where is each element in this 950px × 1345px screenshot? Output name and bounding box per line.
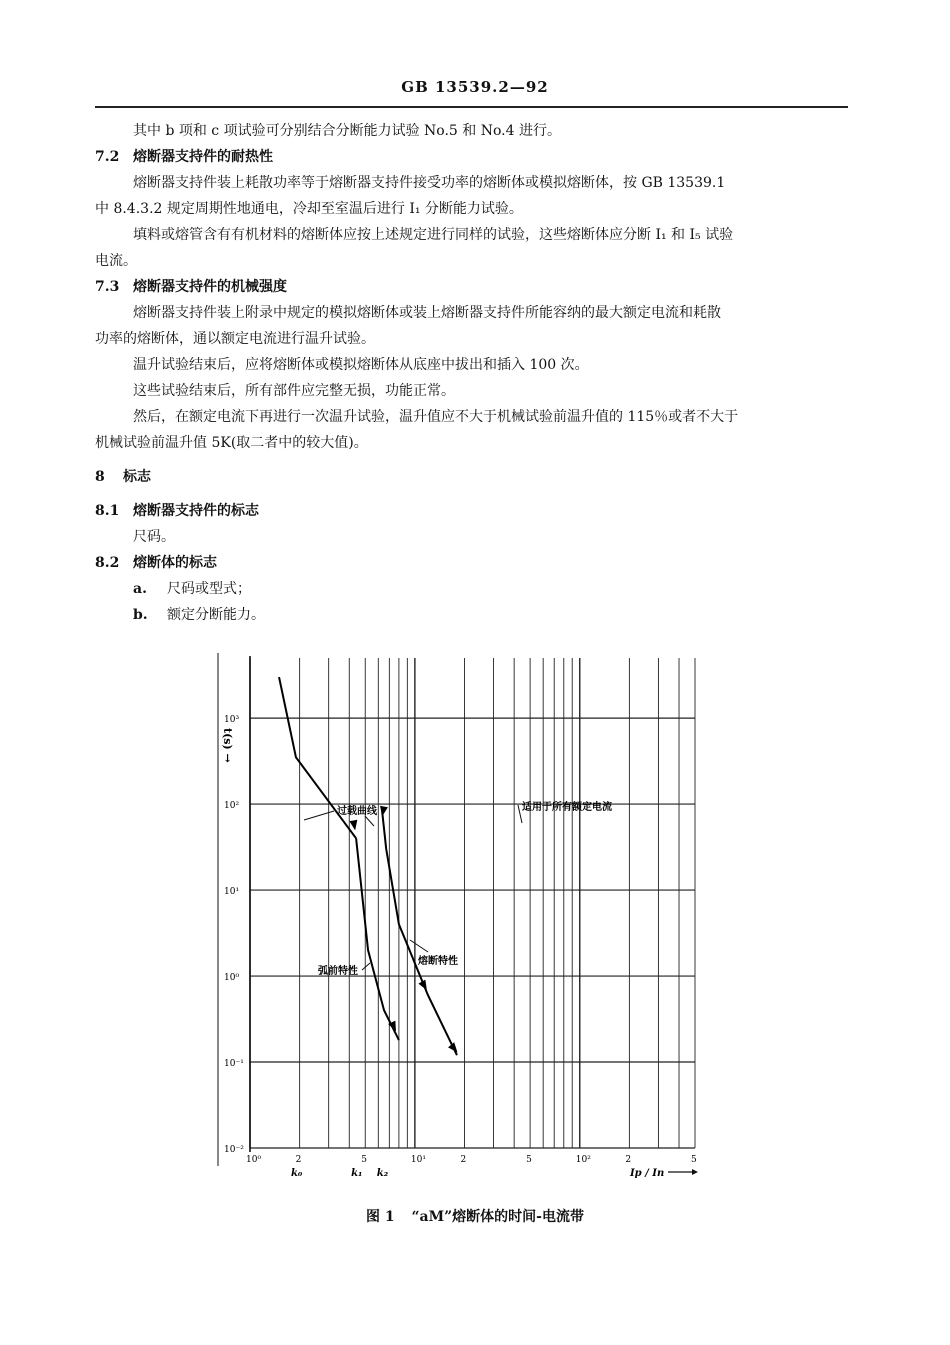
- document-body: [95, 118, 850, 628]
- k-marker-label: k₀: [290, 1168, 303, 1179]
- figure-title: “aM”熔断体的时间-电流带: [411, 1209, 584, 1225]
- curve-arrowhead: [448, 1042, 461, 1055]
- y-axis-label: t(s) →: [221, 728, 234, 763]
- y-tick-label: 10¹: [224, 887, 240, 898]
- annotation-leader: [304, 811, 334, 820]
- list-item-marker: b.: [133, 607, 148, 623]
- list-item-text: 额定分断能力。: [167, 607, 265, 623]
- y-tick-label: 10³: [224, 715, 240, 726]
- curve-arrowhead: [418, 980, 430, 993]
- section-title: 熔断器支持件的机械强度: [133, 279, 287, 295]
- k-marker-label: k₂: [376, 1168, 389, 1179]
- paragraph: 这些试验结束后，所有部件应完整无损，功能正常。: [133, 383, 455, 399]
- paragraph: 尺码。: [133, 529, 175, 545]
- section-title: 熔断体的标志: [133, 555, 217, 571]
- paragraph-line: 然后，在额定电流下再进行一次温升试验，温升值应不大于机械试验前温升值的 115％或者不大于: [133, 409, 739, 425]
- annotation-leader: [410, 940, 428, 952]
- list-item-marker: a.: [133, 581, 147, 597]
- y-tick-label: 10⁰: [224, 973, 240, 984]
- paragraph-line: 中 8.4.3.2 规定周期性地通电，冷却至室温后进行 I₁ 分断能力试验。: [95, 201, 523, 217]
- section-title: 熔断器支持件的耐热性: [133, 149, 273, 165]
- x-tick-label: 5: [526, 1155, 532, 1165]
- list-item: [95, 576, 850, 602]
- annotation-operating: 熔断特性: [418, 956, 458, 967]
- curve-operating: [382, 808, 457, 1055]
- x-tick-label: 10¹: [410, 1155, 426, 1165]
- header-rule: [95, 106, 848, 108]
- section-title: 熔断器支持件的标志: [133, 503, 259, 519]
- figure-caption: [0, 1206, 950, 1226]
- x-tick-label: 2: [625, 1155, 632, 1165]
- section-title: 标志: [123, 469, 151, 485]
- x-tick-label: 10²: [575, 1155, 591, 1165]
- k-marker-label: k₁: [351, 1168, 363, 1179]
- paragraph: 温升试验结束后，应将熔断体或模拟熔断体从底座中拔出和插入 100 次。: [133, 357, 589, 373]
- paragraph-line: 熔断器支持件装上附录中规定的模拟熔断体或装上熔断器支持件所能容纳的最大额定电流和耗散: [133, 305, 721, 321]
- x-axis-arrowhead: [692, 1169, 698, 1175]
- annotation-leader: [362, 963, 370, 970]
- list-item-text: 尺码或型式；: [167, 581, 251, 597]
- x-tick-label: 5: [361, 1155, 367, 1165]
- section-number: 8.2: [95, 555, 120, 571]
- paragraph-line: 功率的熔断体，通以额定电流进行温升试验。: [95, 331, 375, 347]
- curve-arrowhead: [349, 820, 359, 831]
- paragraph: 其中 b 项和 c 项试验可分别结合分断能力试验 No.5 和 No.4 进行。: [133, 123, 561, 139]
- x-tick-label: 2: [295, 1155, 302, 1165]
- curve-pre-arcing: [356, 838, 399, 1040]
- time-current-chart: [200, 648, 720, 1188]
- section-number: 8: [95, 469, 105, 485]
- section-number: 7.2: [95, 149, 120, 165]
- y-tick-label: 10²: [224, 801, 240, 812]
- section-8-heading: [95, 464, 850, 490]
- annotation-all-ratings: 适用于所有额定电流: [522, 802, 612, 813]
- list-item: [95, 602, 850, 628]
- x-axis-label: Ip / In: [630, 1168, 665, 1179]
- x-tick-label: 2: [460, 1155, 467, 1165]
- section-7-2-heading: [95, 144, 850, 170]
- annotation-overload-curve: 过载曲线: [337, 806, 377, 817]
- x-tick-label: 10⁰: [246, 1155, 262, 1165]
- section-number: 7.3: [95, 279, 120, 295]
- paragraph-line: 机械试验前温升值 5K(取二者中的较大值)。: [95, 435, 368, 451]
- page-header-code: GB 13539.2—92: [401, 78, 549, 96]
- y-tick-label: 10⁻¹: [224, 1059, 244, 1070]
- paragraph-line: 填料或熔管含有有机材料的熔断体应按上述规定进行同样的试验，这些熔断体应分断 I₁ 和 I₅ 试验: [133, 227, 734, 243]
- chart-svg: [200, 648, 720, 1188]
- annotation-leader: [365, 816, 374, 826]
- paragraph-line: 熔断器支持件装上耗散功率等于熔断器支持件接受功率的熔断体或模拟熔断体，按 GB 13539.1: [133, 175, 726, 191]
- x-tick-label: 5: [691, 1155, 697, 1165]
- figure-number: 图 1: [366, 1209, 395, 1225]
- section-number: 8.1: [95, 503, 120, 519]
- paragraph-line: 电流。: [95, 253, 137, 269]
- section-8-1-heading: [95, 498, 850, 524]
- section-7-3-heading: [95, 274, 850, 300]
- y-tick-label: 10⁻²: [224, 1145, 244, 1155]
- section-8-2-heading: [95, 550, 850, 576]
- annotation-pre-arcing: 弧前特性: [318, 966, 358, 977]
